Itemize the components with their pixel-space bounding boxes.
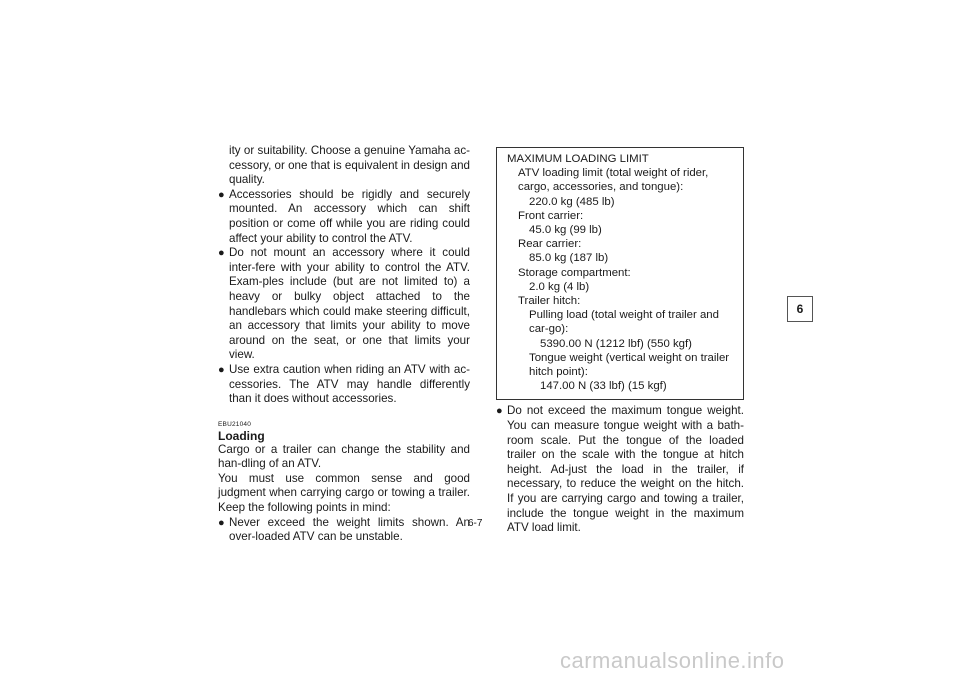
loading-limit-box xyxy=(496,147,744,400)
loading-paragraph-1: Cargo or a trailer can change the stability and han-dling of an ATV. xyxy=(218,442,470,471)
bullet-item xyxy=(218,516,470,545)
rear-carrier-value: 85.0 kg (187 lb) xyxy=(529,252,609,265)
atv-limit-value: 220.0 kg (485 lb) xyxy=(529,195,615,208)
front-carrier-label: Front carrier: xyxy=(518,209,584,222)
pulling-load-label: Pulling load (total weight of trailer and car-go): xyxy=(529,309,719,336)
atv-limit-label: ATV loading limit (total weight of rider, cargo, accessories, and tongue): xyxy=(518,167,709,194)
storage-label: Storage compartment: xyxy=(518,266,631,279)
page-number: 6-7 xyxy=(468,518,483,529)
bullet-dot-icon: ● xyxy=(218,363,225,376)
bullet-dot-icon: ● xyxy=(496,405,503,418)
chapter-tab: 6 xyxy=(787,296,813,322)
bullet-dot-icon: ● xyxy=(218,516,225,529)
bullet-text: Use extra caution when riding an ATV with ac-cessories. The ATV may handle differently than it does without accessories. xyxy=(229,362,470,406)
right-column xyxy=(496,147,744,536)
intro-continuation: ity or suitability. Choose a genuine Yamaha ac-cessory, or one that is equivalent in design and quality. xyxy=(229,144,470,187)
left-column xyxy=(218,144,470,545)
section-code: EBU21040 xyxy=(218,420,252,428)
pulling-load-value: 5390.00 N (1212 lbf) (550 kgf) xyxy=(540,337,692,350)
watermark: carmanualsonline.info xyxy=(560,648,785,673)
bullet-text: Do not mount an accessory where it could inter-fere with your ability to control the ATV. Exam-ples include (but are not limited to) a heavy or bulky object attached to the handlebars which could make steering difficult, an accessory that limits your ability to move around on the seat, or one that limits your view. xyxy=(229,246,470,362)
bullet-item xyxy=(218,363,470,407)
loading-paragraph-2: You must use common sense and good judgment when carrying cargo or towing a trailer. Keep the following points in mind: xyxy=(218,471,470,515)
tongue-weight-value: 147.00 N (33 lbf) (15 kgf) xyxy=(540,380,667,393)
bullet-item xyxy=(218,246,470,363)
bullet-text: Do not exceed the maximum tongue weight. You can measure tongue weight with a bath-room scale. Put the tongue of the loaded trailer on the scale with the tongue at hitch height. Ad-just the load in the trailer, if necessary, to reduce the weight on the hitch. If you are carrying cargo and towing a trailer, include the tongue weight in the maximum ATV load limit. xyxy=(507,404,744,535)
storage-value: 2.0 kg (4 lb) xyxy=(529,280,590,293)
bullet-dot-icon: ● xyxy=(218,247,225,260)
box-title: MAXIMUM LOADING LIMIT xyxy=(507,153,649,165)
bullet-dot-icon: ● xyxy=(218,188,225,201)
rear-carrier-label: Rear carrier: xyxy=(518,238,582,251)
front-carrier-value: 45.0 kg (99 lb) xyxy=(529,224,602,237)
section-heading: Loading xyxy=(218,428,265,443)
trailer-hitch-label: Trailer hitch: xyxy=(518,295,581,308)
bullet-text: Never exceed the weight limits shown. An over-loaded ATV can be unstable. xyxy=(229,515,470,544)
tongue-weight-label: Tongue weight (vertical weight on trailer hitch point): xyxy=(529,351,730,379)
bullet-item xyxy=(218,188,470,246)
bullet-item xyxy=(496,404,744,535)
bullet-text: Accessories should be rigidly and securely mounted. An accessory which can shift position or come off while you are riding could affect your ability to control the ATV. xyxy=(229,187,470,245)
